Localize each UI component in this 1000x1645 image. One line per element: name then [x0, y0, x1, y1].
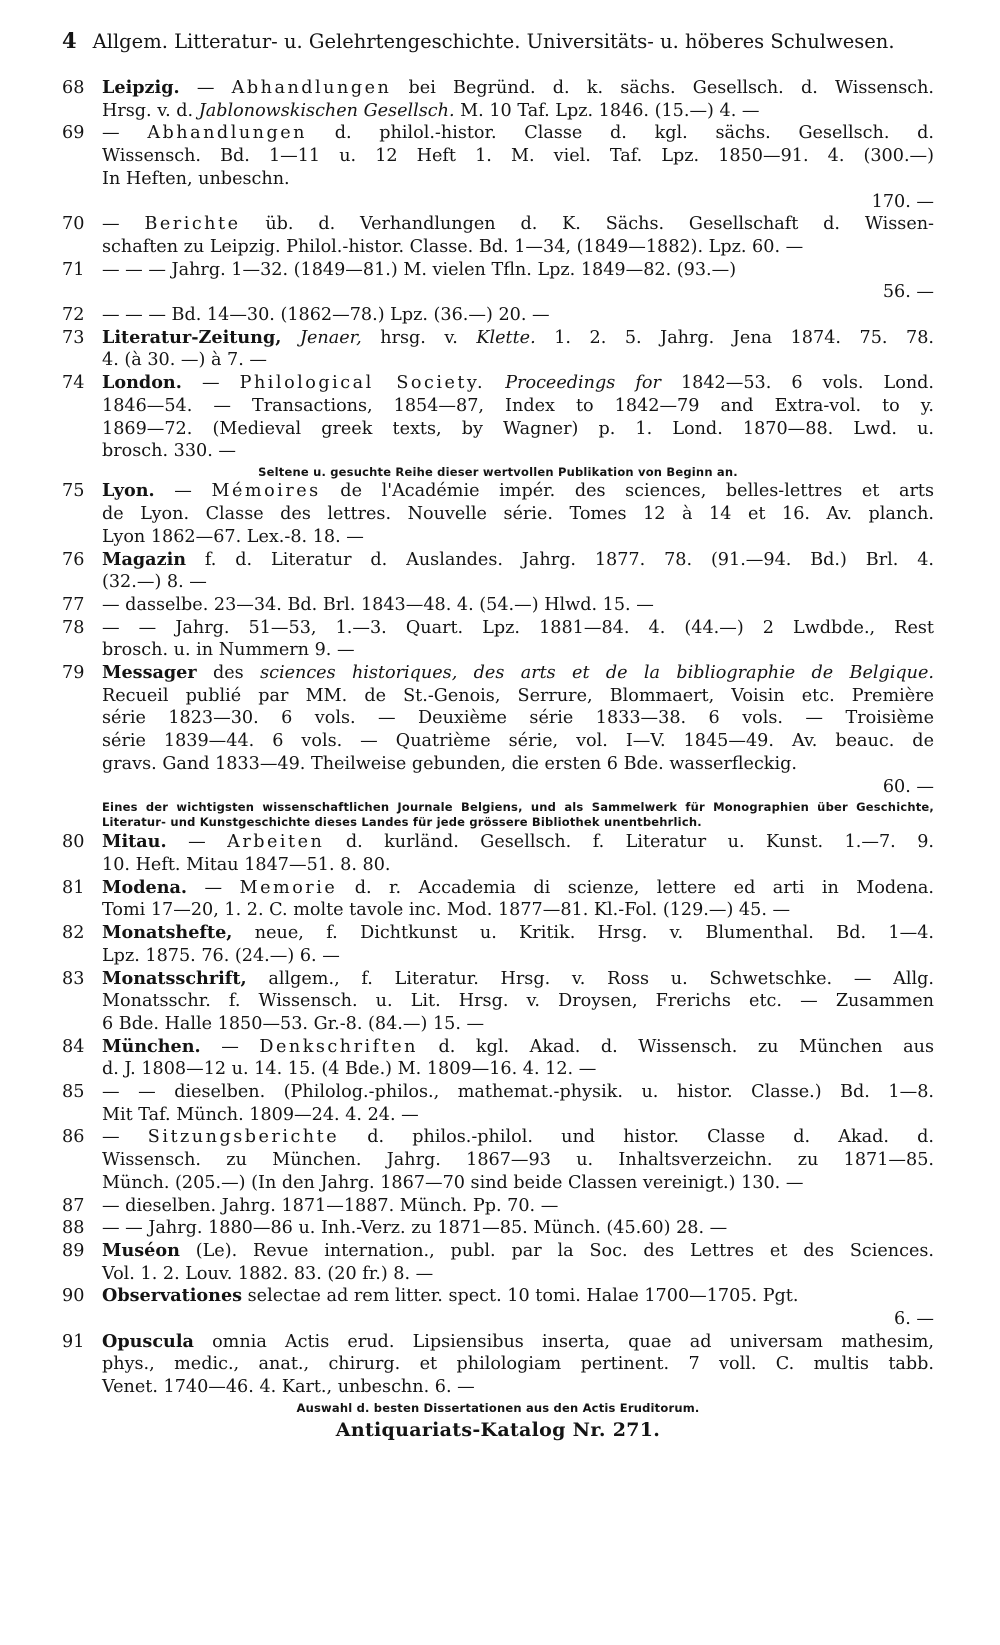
entry-fragment: omnia Actis erud. Lipsiensibus inserta, quae ad universam mathesim, — [193, 1331, 934, 1352]
entry-series-title: Abhandlungen — [147, 123, 307, 144]
entry-fragment: Lyon 1862—67. Lex.-8. 18. — — [102, 526, 364, 547]
entry-fragment: M. 10 Taf. Lpz. 1846. (15.—) 4. — — [454, 100, 760, 121]
entry-fragment: — — Jahrg. 1880—86 u. Inh.-Verz. zu 1871—85. Münch. (45.60) 28. — — [102, 1218, 728, 1239]
entry-fragment: Wissensch. zu München. Jahrg. 1867—93 u. Inhaltsverzeichn. zu 1871—85. — [102, 1150, 934, 1171]
entry-text — [102, 594, 934, 617]
catalog-entry — [62, 122, 934, 213]
entry-keyword: Opuscula — [102, 1330, 194, 1352]
entry-number: 88 — [62, 1218, 85, 1239]
entry-fragment: — — [179, 78, 232, 98]
entry-line — [102, 418, 934, 441]
entry-fragment: de l'Académie impér. des sciences, belles-lettres et arts — [320, 481, 935, 502]
entry-line — [102, 753, 934, 776]
entry-fragment: Klette. — [476, 327, 536, 348]
entry-number: 89 — [62, 1240, 85, 1261]
entry-line — [102, 1058, 934, 1081]
entry-fragment: 6 Bde. Halle 1850—53. Gr.-8. (84.—) 15. — — [102, 1013, 485, 1034]
entry-fragment: — — [102, 214, 145, 235]
entry-fragment: des — [196, 663, 261, 684]
entry-line — [102, 145, 934, 168]
entry-fragment: üb. d. Verhandlungen d. K. Sächs. Gesellschaft d. Wissen- — [240, 214, 935, 235]
entry-line — [102, 1240, 934, 1263]
entry-line — [102, 1149, 934, 1172]
entry-line — [102, 236, 934, 259]
entry-fragment: — — [102, 1127, 148, 1148]
entry-number: 78 — [62, 617, 85, 638]
entry-number: 80 — [62, 832, 85, 853]
catalog-entry — [62, 77, 934, 122]
entry-fragment: Lpz. 1875. 76. (24.—) 6. — — [102, 945, 340, 966]
entry-fragment: série 1823—30. 6 vols. — Deuxième série 1833—38. 6 vols. — Troisième — [102, 708, 934, 729]
entry-fragment: d. kurländ. Gesellsch. f. Literatur u. Kunst. 1.—7. 9. — [324, 832, 934, 853]
entry-number: 68 — [62, 78, 85, 98]
page-header — [62, 28, 934, 55]
entry-series-title: Abhandlungen — [231, 78, 392, 98]
entry-fragment: Hrsg. v. d. — [102, 100, 199, 121]
page-running-title: Allgem. Litteratur- u. Gelehrtengeschichte. Universitäts- u. höberes Schulwesen. — [92, 30, 895, 53]
entry-fragment: — — dieselben. (Philolog.-philos., mathemat.-physik. u. histor. Classe.) Bd. 1—8. — [102, 1082, 934, 1103]
entry-fragment: — — — Jahrg. 1—32. (1849—81.) M. vielen Tfln. Lpz. 1849—82. (93.—) — [102, 259, 737, 280]
entry-price: 6. — — [894, 1309, 934, 1330]
entry-line — [102, 831, 934, 854]
catalog-entry — [62, 1240, 934, 1285]
entry-line — [102, 968, 934, 991]
entry-number: 75 — [62, 481, 85, 502]
catalog-entries — [62, 77, 934, 1415]
entry-line — [102, 1285, 934, 1308]
entry-fragment: schaften zu Leipzig. Philol.-histor. Classe. Bd. 1—34, (1849—1882). Lpz. 60. — — [102, 236, 804, 257]
entry-line — [102, 1331, 934, 1354]
catalog-entry — [62, 617, 934, 662]
entry-fragment — [281, 328, 300, 348]
entry-number: 87 — [62, 1195, 85, 1216]
entry-fragment: de Lyon. Classe des lettres. Nouvelle série. Tomes 12 à 14 et 16. Av. planch. — [102, 504, 934, 525]
entry-line — [102, 1376, 934, 1399]
entry-fragment: (Le). Revue internation., publ. par la Soc. des Lettres et des Sciences. — [179, 1240, 934, 1261]
entry-line — [102, 526, 934, 549]
entry-fragment: 10. Heft. Mitau 1847—51. 8. 80. — [102, 855, 391, 875]
entry-number: 86 — [62, 1127, 85, 1148]
catalog-footer: Antiquariats-Katalog Nr. 271. — [335, 1419, 661, 1442]
entry-keyword: London. — [102, 372, 182, 394]
entry-fragment: Jablonowskischen Gesellsch. — [198, 100, 455, 121]
entry-line — [102, 440, 934, 463]
entry-line — [102, 1013, 934, 1036]
entry-line — [102, 1172, 934, 1195]
entry-fragment: 4. (à 30. —) à 7. — — [102, 350, 268, 371]
catalog-entry — [62, 372, 934, 463]
entry-fragment: — — Jahrg. 51—53, 1.—3. Quart. Lpz. 1881—84. 4. (44.—) 2 Lwdbde., Rest — [102, 617, 934, 638]
entry-number: 84 — [62, 1036, 85, 1057]
entry-line — [102, 899, 934, 922]
entry-fragment: Wissensch. Bd. 1—11 u. 12 Heft 1. M. viel. Taf. Lpz. 1850—91. 4. (300.—) — [102, 146, 934, 167]
entry-fragment: allgem., f. Literatur. Hrsg. v. Ross u. Schwetschke. — Allg. — [246, 968, 934, 989]
entry-number: 90 — [62, 1286, 85, 1307]
entry-line — [102, 549, 934, 572]
entry-series-title: Arbeiten — [227, 832, 325, 853]
catalog-entry — [62, 1285, 934, 1330]
entry-line — [102, 685, 934, 708]
entry-keyword: Monatsschrift, — [102, 967, 247, 989]
entry-line — [102, 1036, 934, 1059]
entry-keyword: Lyon. — [102, 480, 155, 502]
entry-fragment: brosch. u. in Nummern 9. — — [102, 640, 355, 661]
entry-line — [102, 617, 934, 640]
entry-fragment: d. philos.-philol. und histor. Classe d. Akad. d. — [339, 1127, 935, 1148]
entry-keyword: Mitau. — [102, 831, 167, 853]
entry-series-title: Denkschriften — [259, 1036, 418, 1057]
entry-number: 73 — [62, 327, 85, 348]
entry-text — [102, 922, 934, 967]
entry-fragment: (32.—) 8. — — [102, 572, 207, 593]
entry-series-title: Mémoires — [211, 481, 321, 502]
entry-text — [102, 1195, 934, 1218]
entry-number: 69 — [62, 123, 85, 144]
entry-fragment: d. kgl. Akad. d. Wissensch. zu München aus — [417, 1036, 935, 1057]
entry-keyword: Observationes — [102, 1285, 243, 1307]
entry-line — [102, 990, 934, 1013]
catalog-entry — [62, 480, 934, 548]
entry-price: 170. — — [871, 191, 934, 212]
entry-fragment: neue, f. Dichtkunst u. Kritik. Hrsg. v. Blumenthal. Bd. 1—4. — [232, 923, 934, 944]
entry-line — [102, 480, 934, 503]
entry-fragment: Tomi 17—20, 1. 2. C. molte tavole inc. Mod. 1877—81. Kl.-Fol. (129.—) 45. — — [102, 900, 791, 921]
entry-fragment: Proceedings for — [505, 373, 661, 394]
entry-fragment: — — [166, 832, 228, 853]
entry-keyword: München. — [102, 1035, 201, 1057]
entry-line — [102, 662, 934, 685]
entry-line — [102, 1353, 934, 1376]
catalog-entry — [62, 968, 934, 1036]
entry-line — [102, 594, 934, 617]
entry-fragment: d. J. 1808—12 u. 14. 15. (4 Bde.) M. 1809—16. 4. 12. — — [102, 1059, 597, 1080]
entry-keyword: Magazin — [102, 548, 187, 570]
entry-line — [102, 945, 934, 968]
entry-text — [102, 662, 934, 798]
entry-fragment: f. d. Literatur d. Auslandes. Jahrg. 1877. 78. (91.—94. Bd.) Brl. 4. — [186, 549, 934, 570]
entry-note: Eines der wichtigsten wissenschaftlichen Journale Belgiens, und als Sammelwerk für Monographien über Geschichte, Literatur- und Kunstgeschichte dieses Landes für jede grössere Bibliothek unentbehrlich. — [102, 800, 934, 829]
entry-line — [102, 259, 934, 282]
entry-line — [102, 100, 934, 123]
entry-fragment: — — [154, 481, 212, 502]
catalog-entry — [62, 594, 934, 617]
entry-line — [102, 1217, 934, 1240]
entry-number: 71 — [62, 259, 85, 280]
entry-text — [102, 259, 934, 304]
entry-fragment: — — [200, 1036, 260, 1057]
entry-text — [102, 77, 934, 122]
catalog-page — [62, 28, 934, 1441]
entry-keyword: Messager — [102, 662, 197, 684]
entry-fragment: — dieselben. Jahrg. 1871—1887. Münch. Pp. 70. — — [102, 1195, 559, 1216]
catalog-entry — [62, 1036, 934, 1081]
entry-fragment: Münch. (205.—) (In den Jahrg. 1867—70 sind beide Classen vereinigt.) 130. — — [102, 1172, 804, 1193]
entry-text — [102, 1217, 934, 1240]
catalog-entry — [62, 549, 934, 594]
catalog-entry — [62, 259, 934, 304]
entry-note: Auswahl d. besten Dissertationen aus den Actis Eruditorum. — [296, 1400, 700, 1415]
entry-line — [102, 877, 934, 900]
entry-text — [102, 549, 934, 594]
entry-fragment: Vol. 1. 2. Louv. 1882. 83. (20 fr.) 8. — — [102, 1263, 434, 1284]
entry-text — [102, 372, 934, 463]
entry-number: 72 — [62, 305, 85, 326]
catalog-entry — [62, 304, 934, 327]
entry-text — [102, 968, 934, 1036]
entry-line — [102, 168, 934, 191]
entry-fragment: — — [187, 877, 240, 898]
entry-fragment: Jenaer, — [299, 327, 362, 348]
catalog-entry — [62, 662, 934, 798]
entry-fragment: Monatsschr. f. Wissensch. u. Lit. Hrsg. v. Droysen, Frerichs etc. — Zusammen — [102, 991, 934, 1012]
entry-line — [102, 77, 934, 100]
entry-keyword: Literatur-Zeitung, — [102, 326, 282, 348]
catalog-entry — [62, 1217, 934, 1240]
catalog-entry — [62, 1081, 934, 1126]
entry-line — [102, 349, 934, 372]
entry-fragment — [485, 373, 505, 393]
entry-line — [102, 372, 934, 395]
entry-text — [102, 1285, 934, 1330]
entry-fragment: 1842—53. 6 vols. Lond. — [660, 373, 935, 394]
entry-line — [102, 304, 934, 327]
entry-fragment: 1846—54. — Transactions, 1854—87, Index to 1842—79 and Extra-vol. to y. — [102, 395, 934, 416]
entry-line — [102, 503, 934, 526]
entry-keyword: Modena. — [102, 876, 188, 898]
entry-fragment: In Heften, unbeschn. — [102, 168, 290, 189]
entry-note: Seltene u. gesuchte Reihe dieser wertvollen Publikation von Beginn an. — [258, 464, 738, 479]
entry-fragment: d. r. Accademia di scienze, lettere ed arti in Modena. — [337, 877, 935, 898]
entry-keyword: Muséon — [102, 1239, 180, 1261]
entry-keyword: Leipzig. — [102, 77, 180, 98]
entry-series-title: Sitzungsberichte — [147, 1127, 340, 1148]
entry-number: 77 — [62, 594, 85, 615]
entry-text — [102, 122, 934, 213]
entry-number: 70 — [62, 214, 85, 235]
entry-line — [102, 730, 934, 753]
catalog-entry — [62, 1331, 934, 1399]
catalog-entry — [62, 831, 934, 876]
page-number: 4 — [62, 28, 77, 53]
entry-price: 60. — — [882, 776, 934, 797]
entry-line — [102, 1126, 934, 1149]
entry-line — [102, 854, 934, 877]
entry-fragment: — — — Bd. 14—30. (1862—78.) Lpz. (36.—) 20. — — [102, 305, 550, 326]
entry-line — [102, 571, 934, 594]
entry-fragment: sciences historiques, des arts et de la bibliographie de Belgique. — [260, 663, 935, 684]
entry-line — [102, 213, 934, 236]
entry-line — [102, 639, 934, 662]
entry-fragment: gravs. Gand 1833—49. Theilweise gebunden, die ersten 6 Bde. wasserfleckig. — [102, 753, 797, 774]
entry-line — [102, 1195, 934, 1218]
entry-line — [102, 1081, 934, 1104]
entry-fragment: selectae ad rem litter. spect. 10 tomi. Halae 1700—1705. Pgt. — [242, 1286, 799, 1307]
catalog-entry — [62, 1126, 934, 1194]
catalog-entry — [62, 213, 934, 258]
entry-price: 56. — — [882, 282, 934, 303]
entry-text — [102, 327, 934, 372]
catalog-entry — [62, 1195, 934, 1218]
entry-text — [102, 1036, 934, 1081]
entry-line — [102, 1263, 934, 1286]
entry-text — [102, 1081, 934, 1126]
entry-fragment: hrsg. v. — [361, 327, 477, 348]
entry-series-title: Philological Society. — [239, 373, 486, 394]
entry-series-title: Berichte — [144, 214, 241, 235]
entry-series-title: Memorie — [239, 877, 338, 898]
entry-fragment: Venet. 1740—46. 4. Kart., unbeschn. 6. — — [102, 1377, 475, 1398]
entry-fragment: — dasselbe. 23—34. Bd. Brl. 1843—48. 4. (54.—) Hlwd. 15. — — [102, 594, 654, 615]
entry-text — [102, 617, 934, 662]
entry-number: 79 — [62, 663, 85, 684]
catalog-entry — [62, 922, 934, 967]
entry-fragment: bei Begründ. d. k. sächs. Gesellsch. d. Wissensch. — [391, 78, 935, 98]
entry-fragment: — — [181, 373, 240, 394]
entry-text — [102, 304, 934, 327]
entry-line — [102, 1104, 934, 1127]
entry-fragment: 1. 2. 5. Jahrg. Jena 1874. 75. 78. — [535, 327, 934, 348]
entry-fragment: Mit Taf. Münch. 1809—24. 4. 24. — — [102, 1104, 419, 1125]
entry-line — [102, 327, 934, 350]
entry-text — [102, 480, 934, 548]
entry-line — [102, 707, 934, 730]
entry-keyword: Monatshefte, — [102, 922, 233, 944]
entry-fragment: 1869—72. (Medieval greek texts, by Wagner) p. 1. Lond. 1870—88. Lwd. u. — [102, 418, 934, 439]
entry-number: 83 — [62, 968, 85, 989]
entry-number: 81 — [62, 877, 85, 898]
entry-fragment: phys., medic., anat., chirurg. et philologiam pertinent. 7 voll. C. multis tabb. — [102, 1354, 934, 1375]
entry-text — [102, 831, 934, 876]
entry-text — [102, 213, 934, 258]
entry-number: 74 — [62, 373, 85, 394]
entry-line — [102, 122, 934, 145]
entry-fragment: — — [102, 123, 148, 144]
entry-number: 91 — [62, 1331, 85, 1352]
catalog-entry — [62, 327, 934, 372]
entry-number: 85 — [62, 1082, 85, 1103]
entry-fragment: série 1839—44. 6 vols. — Quatrième série, vol. I—V. 1845—49. Av. beauc. de — [102, 731, 934, 752]
entry-number: 82 — [62, 923, 85, 944]
entry-fragment: Recueil publié par MM. de St.-Genois, Serrure, Blommaert, Voisin etc. Première — [102, 685, 934, 706]
catalog-entry — [62, 877, 934, 922]
entry-text — [102, 877, 934, 922]
entry-fragment: d. philol.-histor. Classe d. kgl. sächs. Gesellsch. d. — [307, 123, 935, 144]
entry-line — [102, 922, 934, 945]
entry-number: 76 — [62, 549, 85, 570]
entry-fragment: brosch. 330. — — [102, 441, 237, 462]
entry-line — [102, 395, 934, 418]
entry-text — [102, 1240, 934, 1285]
entry-text — [102, 1126, 934, 1194]
entry-text — [102, 1331, 934, 1399]
